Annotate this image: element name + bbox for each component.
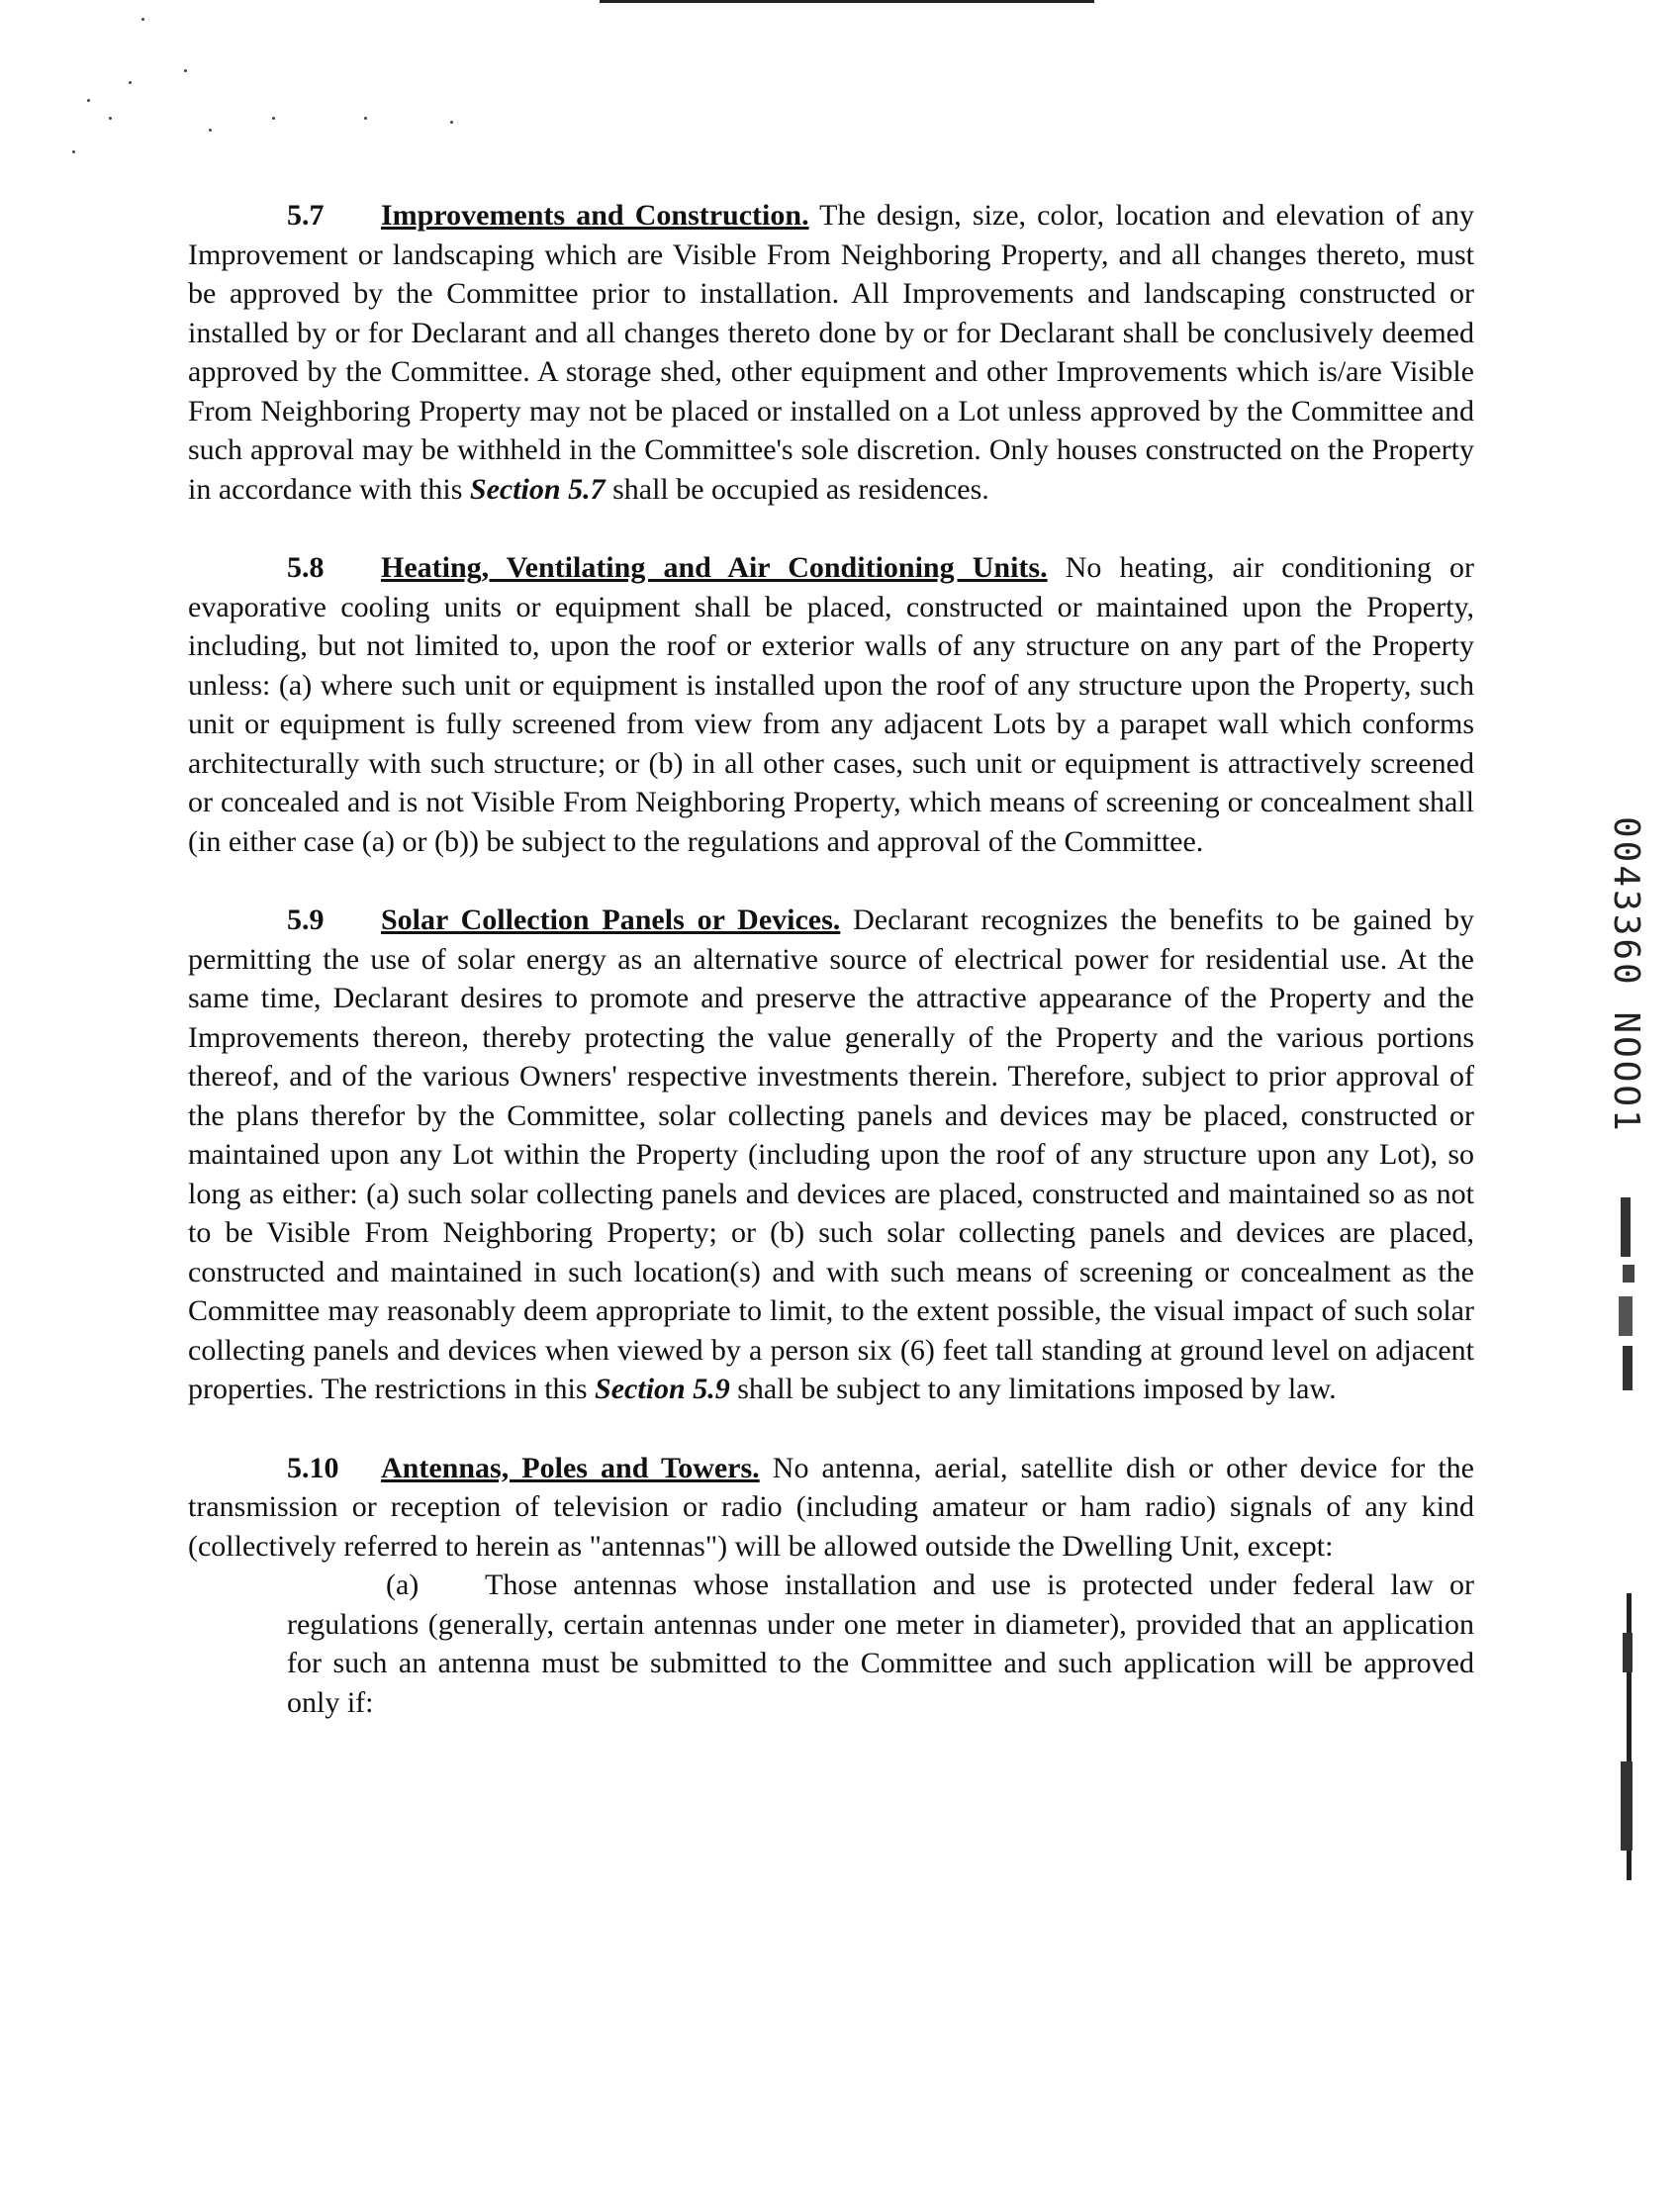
scan-speck: [87, 99, 90, 102]
section-5-9: [188, 901, 1474, 1409]
top-rule: [600, 0, 1094, 3]
section-text: The design, size, color, location and elevation of any Improvement or landscaping which are Visible From Neighboring Property, and all changes thereto, must be approved by the Committee prior to installation. All Improvements and landscaping constructed or installed by or for Declarant and all changes thereto done by or for Declarant shall be conclusively deemed approved by the Committee. A storage shed, other equipment and other Improvements which is/are Visible From Neighboring Property may not be placed or installed on a Lot unless approved by the Committee and such approval may be withheld in the Committee's sole discretion. Only houses constructed on the Property in accordance with this: [188, 199, 1474, 506]
section-number: 5.7: [287, 199, 325, 232]
scan-speck: [129, 81, 132, 84]
scan-speck: [364, 117, 367, 120]
section-text: No heating, air conditioning or evaporative cooling units or equipment shall be placed, constructed or maintained upon the Property, including, but not limited to, upon the roof or exterior walls of any structure on any part of the Property unless: (a) where such unit or equipment is installed upon the roof of any structure upon the Property, such unit or equipment is fully screened from view from any adjacent Lots by a parapet wall which conforms architecturally with such structure; or (b) in all other cases, such unit or equipment is attractively screened or concealed and is not Visible From Neighboring Property, which means of screening or concealment shall (in either case (a) or (b)) be subject to the regulations and approval of the Committee.: [188, 551, 1474, 858]
section-title: Heating, Ventilating and Air Conditioning Units.: [381, 551, 1048, 584]
section-5-7: [188, 196, 1474, 509]
section-text: Declarant recognizes the benefits to be gained by permitting the use of solar energy as an alternative source of electrical power for residential use. At the same time, Declarant desires to promote and preserve the attractive appearance of the Property and the Improvements thereon, thereby protecting the value generally of the Property and the various portions thereof, and of the various Owners' respective investments therein. Therefore, subject to prior approval of the plans therefor by the Committee, solar collecting panels and devices may be placed, constructed or maintained upon any Lot within the Property (including upon the roof of any structure upon any Lot), so long as either: (a) such solar collecting panels and devices are placed, constructed and maintained so as not to be Visible From Neighboring Property; or (b) such solar collecting panels and devices are placed, constructed and maintained in such location(s) and with such means of screening or concealment as the Committee may reasonably deem appropriate to limit, to the extent possible, the visual impact of such solar collecting panels and devices when viewed by a person six (6) feet tall standing at ground level on adjacent properties. The restrictions in this: [188, 903, 1474, 1405]
recording-stamp-text: 0043360 NOOO1: [1606, 816, 1646, 1134]
section-number: 5.10: [287, 1451, 339, 1484]
section-reference: Section 5.9: [595, 1373, 730, 1405]
subsection-a: [287, 1566, 1474, 1722]
section-number: 5.8: [287, 551, 325, 584]
section-text: No antenna, aerial, satellite dish or other device for the transmission or reception of television or radio (including amateur or ham radio) signals of any kind (collectively referred to herein as "antennas") will be allowed outside the Dwelling Unit, except:: [188, 1451, 1475, 1563]
section-title: Solar Collection Panels or Devices.: [381, 903, 841, 936]
section-5-8: [188, 548, 1474, 861]
section-title: Antennas, Poles and Towers.: [381, 1451, 760, 1484]
scan-speck: [272, 117, 275, 120]
scan-speck: [209, 129, 212, 132]
document-body: [188, 196, 1474, 1722]
scan-speck: [109, 117, 112, 120]
section-title: Improvements and Construction.: [381, 199, 809, 232]
section-number: 5.9: [287, 903, 325, 936]
scan-speck: [184, 69, 187, 72]
subsection-text: Those antennas whose installation and use is protected under federal law or regulations (generally, certain antennas under one meter in diameter), provided that an application for such an antenna must be submitted to the Committee and such application will be approved only if:: [287, 1569, 1474, 1719]
section-text: shall be subject to any limitations imposed by law.: [729, 1373, 1337, 1405]
scan-artifact: [1611, 1197, 1650, 1395]
section-reference: Section 5.7: [469, 472, 606, 506]
scan-speck: [450, 121, 453, 124]
subsection-label: (a): [386, 1569, 420, 1601]
section-5-10: [188, 1449, 1474, 1567]
scan-artifact: [1613, 1593, 1642, 1880]
recording-stamp: [1603, 816, 1658, 1134]
scan-speck: [72, 150, 75, 153]
scan-speck: [141, 18, 144, 21]
section-text: shall be occupied as residences.: [605, 472, 989, 506]
